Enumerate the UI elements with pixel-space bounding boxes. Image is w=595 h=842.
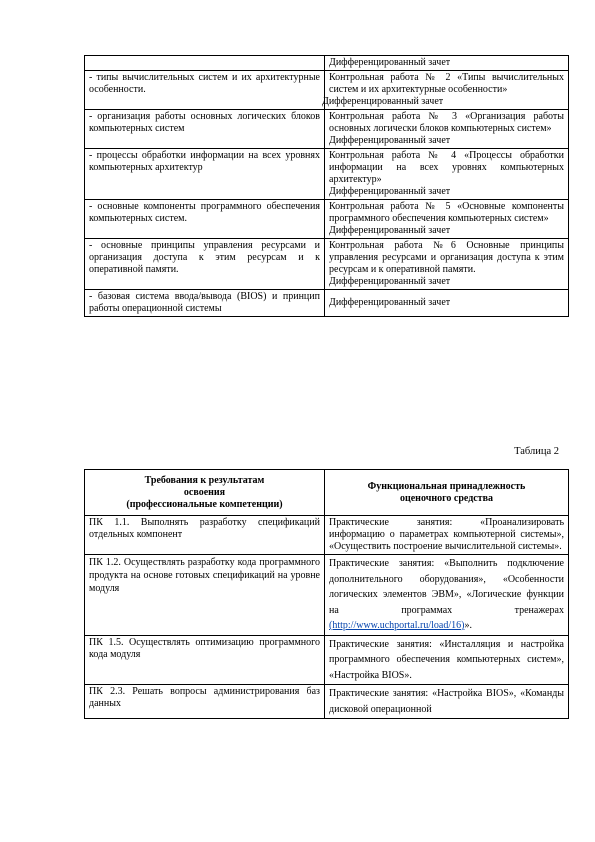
- table-cell-assessment: [325, 149, 569, 200]
- uchportal-link[interactable]: (http://www.uchportal.ru/load/16): [329, 620, 465, 631]
- table-row: [85, 239, 569, 290]
- header-text: (профессиональные компетенции): [126, 499, 283, 510]
- table-cell-knowledge: - процессы обработки информации на всех уровнях компьютерных архитектур: [85, 149, 325, 200]
- table-row: [85, 685, 569, 719]
- practice-text-end: ».: [464, 620, 472, 631]
- table-cell-assessment: [325, 56, 569, 71]
- table-cell-competency: ПК 1.5. Осуществлять оптимизацию программного кода модуля: [85, 635, 325, 685]
- header-text: Требования к результатам: [144, 475, 265, 486]
- header-text: освоения: [183, 487, 226, 498]
- assessment-tail: Дифференцированный зачет: [329, 135, 451, 146]
- assessment-tail: Дифференцированный зачет: [329, 186, 451, 197]
- table-cell-practice: [325, 555, 569, 636]
- table-header-row: [85, 470, 569, 516]
- assessment-text: Контрольная работа № 5 «Основные компоненты программного обеспечения компьютерных систем»: [329, 201, 564, 224]
- table-row: [85, 149, 569, 200]
- table-cell-knowledge: - основные принципы управления ресурсами и организация доступа к этим ресурсам и к оперативной памяти.: [85, 239, 325, 290]
- table-row: [85, 71, 569, 110]
- assessment-text: Контрольная работа № 3 «Организация работы основных логически блоков компьютерных систем»: [329, 111, 564, 134]
- competency-table-2: [84, 469, 569, 719]
- header-text: оценочного средства: [399, 492, 493, 504]
- table-cell-knowledge: - базовая система ввода/вывода (BIOS) и принцип работы операционной системы: [85, 290, 325, 317]
- table-cell-practice: Практические занятия: «Настройка BIOS», «Команды дисковой операционной: [325, 685, 569, 719]
- table-cell-assessment: [325, 239, 569, 290]
- assessment-text: Контрольная работа № 4 «Процессы обработки информации на всех уровнях компьютерных архитектур»: [329, 150, 564, 185]
- assessment-text: Контрольная работа №6 Основные принципы управления ресурсами и организация доступа к этим ресурсам и к оперативной памяти.: [329, 240, 564, 275]
- table-row: [85, 516, 569, 555]
- table-cell-knowledge: - типы вычислительных систем и их архитектурные особенности.: [85, 71, 325, 110]
- assessment-text: Контрольная работа № 2 «Типы вычислительных систем и их архитектурные особенности»: [329, 72, 564, 95]
- assessment-tail: Дифференцированный зачет: [329, 225, 451, 236]
- table-cell-knowledge: - организация работы основных логических блоков компьютерных систем: [85, 110, 325, 149]
- table-row: [85, 200, 569, 239]
- assessment-text: Дифференцированный зачет: [329, 57, 451, 68]
- assessment-tail: Дифференцированный зачет: [329, 276, 451, 287]
- assessment-text: Дифференцированный зачет: [329, 297, 451, 308]
- table-cell-competency: ПК 2.3. Решать вопросы администрирования баз данных: [85, 685, 325, 719]
- competency-table-continued: [84, 55, 569, 317]
- header-cell-requirements: [85, 470, 325, 516]
- assessment-tail: Дифференцированный зачет: [322, 96, 444, 107]
- table-row: [85, 555, 569, 636]
- table-cell-competency: ПК 1.2. Осуществлять разработку кода программного продукта на основе готовых спецификаций на уровне модуля: [85, 555, 325, 636]
- table-caption: Таблица 2: [514, 446, 559, 457]
- table-cell-assessment: [322, 71, 569, 110]
- table-cell-assessment: [325, 200, 569, 239]
- table-row: [85, 110, 569, 149]
- table-cell-practice: Практические занятия: «Проанализировать информацию о параметрах компьютерной системы», «Осуществить построение вычислительной системы».: [325, 516, 569, 555]
- header-text: Функциональная принадлежность: [367, 480, 526, 492]
- header-cell-function: [325, 470, 569, 516]
- table-cell-practice: Практические занятия: «Инсталляция и настройка программного обеспечения компьютерных систем», «Настройка BIOS».: [325, 635, 569, 685]
- table-row: [85, 56, 569, 71]
- table-cell-assessment: [325, 290, 569, 317]
- table-cell-knowledge: - основные компоненты программного обеспечения компьютерных систем.: [85, 200, 325, 239]
- table-row: [85, 290, 569, 317]
- practice-text: Практические занятия: «Выполнить подключение дополнительного оборудования», «Особенности логических элементов ЭВМ», «Логические функции на программах тренажерах: [329, 558, 564, 616]
- table-row: [85, 635, 569, 685]
- table-cell-assessment: [325, 110, 569, 149]
- table-cell-competency: ПК 1.1. Выполнять разработку спецификаций отдельных компонент: [85, 516, 325, 555]
- table-cell-empty: [85, 56, 325, 71]
